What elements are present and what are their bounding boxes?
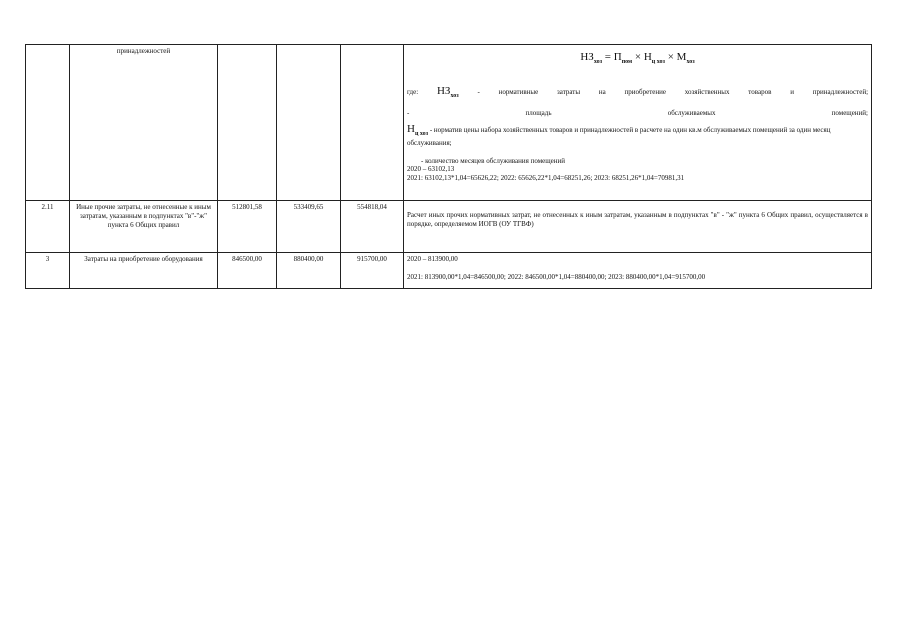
calculation-cell [404, 45, 872, 201]
name-cell: Иные прочие затраты, не отнесенные к иным затратам, указанным в подпунктах "в"-"ж" пункта 6 Общих правил [70, 201, 218, 253]
calculation-text: 2021: 63102,13*1,04=65626,22; 2022: 65626,22*1,04=68251,26; 2023: 68251,26*1,04=70981,31 [407, 174, 685, 183]
value-cell-2023 [341, 45, 404, 201]
price-definition: $Н_{ц хоз}$ - норматив цены набора хозяйственных товаров и принадлежностей в расчете на один кв.м обслуживаемых помещений за один месяц обслуживания; [407, 123, 831, 147]
name-cell: Затраты на приобретение оборудования [70, 253, 218, 289]
base-value: 2020 – 63102,13 [407, 165, 455, 174]
value-cell-2022: 533409,65 [277, 201, 341, 253]
value-cell-2021: 512801,58 [218, 201, 277, 253]
where-definition: где: $НЗ_{хоз}$ - нормативные затраты на приобретение хозяйственных товаров и принадлежностей; [407, 84, 869, 99]
name-cell: принадлежностей [70, 45, 218, 201]
table-row [26, 253, 872, 289]
num-cell: 3 [26, 253, 70, 289]
formula: $НЗ_{хоз} = П_{пом} \times Н_{ц хоз} \times М_{хоз}$ [580, 51, 695, 66]
base-value: 2020 – 813900,00 [407, 255, 458, 263]
value-cell-2023: 915700,00 [341, 253, 404, 289]
cost-table [25, 44, 872, 289]
description-cell [404, 201, 872, 253]
value-cell-2022: 880400,00 [277, 253, 341, 289]
value-cell-2021 [218, 45, 277, 201]
months-definition: - количество месяцев обслуживания помещений [421, 156, 566, 165]
value-cell-2022 [277, 45, 341, 201]
num-cell [26, 45, 70, 201]
description-text: Расчет иных прочих нормативных затрат, не отнесенных к иным затратам, указанным в подпунктах "в" - "ж" пункта 6 Общих правил, осуществляется в порядке, определяемом ИОГВ (ОУ ТГВФ) [407, 211, 868, 228]
area-definition: - площадь обслуживаемых помещений; [407, 109, 868, 118]
calculation-cell [404, 253, 872, 289]
num-cell: 2.11 [26, 201, 70, 253]
calculation-text: 2021: 813900,00*1,04=846500,00; 2022: 846500,00*1,04=880400,00; 2023: 880400,00*1,04=915700,00 [407, 272, 706, 281]
table-row [26, 45, 872, 201]
value-cell-2021: 846500,00 [218, 253, 277, 289]
table-row [26, 201, 872, 253]
value-cell-2023: 554818,04 [341, 201, 404, 253]
